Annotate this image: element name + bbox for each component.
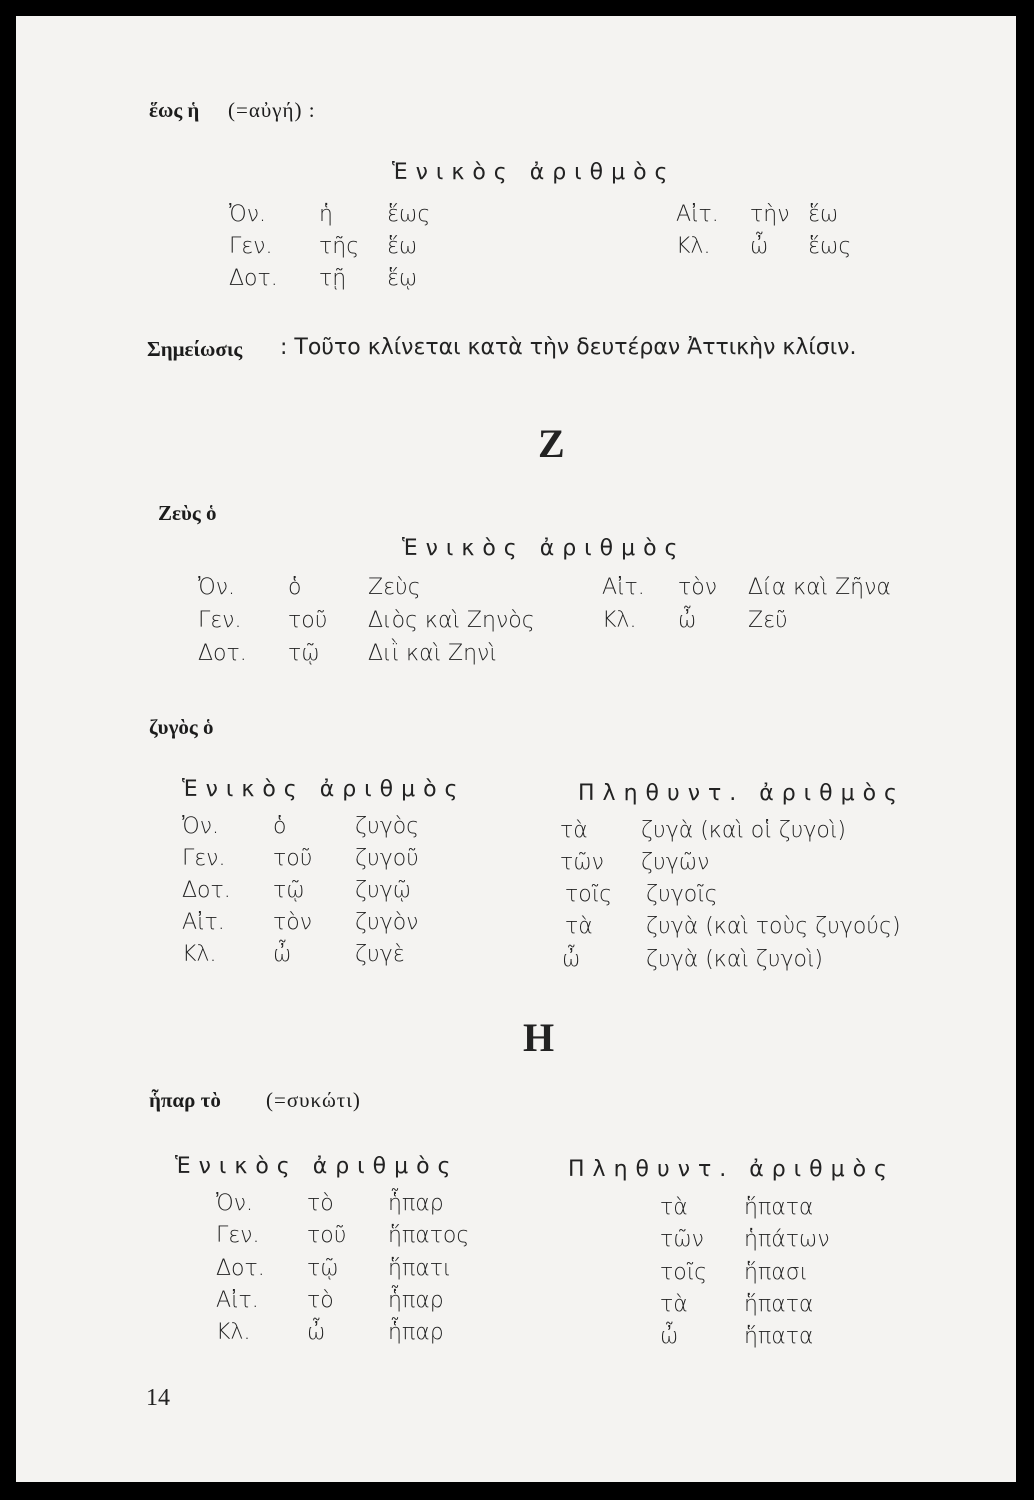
heading-zeus-singular: Ἑνικὸς ἀριθμὸς: [402, 536, 686, 561]
hepar-plural-form: ἥπατα: [744, 1292, 814, 1317]
zygos-plural-article: τῶν: [560, 850, 604, 875]
gloss-eos: (=αὐγή) :: [228, 98, 316, 122]
zygos-article: τῷ: [273, 878, 305, 903]
zygos-plural-article: τὰ: [560, 818, 588, 843]
zygos-article: ὁ: [273, 814, 287, 839]
eos-form: ἕως: [387, 202, 431, 227]
zygos-form: ζυγοῦ: [355, 846, 419, 871]
zygos-form: ζυγὲ: [355, 942, 405, 967]
heading-zygos-plural: Πληθυντ. ἀριθμὸς: [578, 781, 905, 806]
page-number: 14: [146, 1385, 170, 1411]
hepar-form: ἥπατος: [388, 1223, 470, 1248]
note-text: : Τοῦτο κλίνεται κατὰ τὴν δευτέραν Ἀττικὴν κλίσιν.: [280, 335, 857, 360]
hepar-case: Ὀν.: [216, 1191, 253, 1216]
document-page: [16, 16, 1016, 1482]
zygos-article: τοῦ: [273, 846, 313, 871]
zygos-plural-article: ὦ: [562, 947, 581, 972]
zygos-plural-form: ζυγὰ (καὶ ζυγοὶ): [646, 947, 823, 972]
hepar-plural-article: ὦ: [660, 1324, 679, 1349]
zygos-article: ὦ: [273, 942, 292, 967]
hepar-article: τοῦ: [307, 1223, 347, 1248]
hepar-article: τὸ: [307, 1191, 334, 1216]
zygos-case: Δοτ.: [182, 878, 231, 903]
hepar-plural-form: ἥπατα: [744, 1324, 814, 1349]
section-letter-z: Ζ: [538, 421, 565, 466]
hepar-article: τῷ: [307, 1256, 339, 1281]
zeus-form: Διῒ καὶ Ζηνὶ: [368, 641, 497, 666]
headword-zygos: ζυγὸς ὁ: [149, 715, 214, 739]
zygos-plural-form: ζυγῶν: [641, 850, 710, 875]
eos-form: ἕω: [387, 234, 418, 259]
heading-eos-singular: Ἑνικὸς ἀριθμὸς: [392, 160, 676, 185]
zygos-form: ζυγῷ: [355, 878, 412, 903]
zeus-case: Δοτ.: [198, 641, 247, 666]
zeus-form: Δία καὶ Ζῆνα: [748, 575, 891, 600]
zeus-form: Ζεὺς: [368, 575, 421, 600]
zeus-case: Αἰτ.: [602, 575, 645, 600]
eos-case: Αἰτ.: [676, 202, 719, 227]
hepar-plural-form: ἡπάτων: [744, 1227, 830, 1252]
hepar-case: Δοτ.: [216, 1256, 265, 1281]
headword-eos: ἕως ἡ: [149, 98, 200, 122]
zygos-case: Γεν.: [182, 846, 226, 871]
eos-form: ἕω: [808, 202, 839, 227]
hepar-case: Κλ.: [216, 1320, 251, 1345]
hepar-article: τὸ: [307, 1288, 334, 1313]
hepar-form: ἧπαρ: [388, 1191, 444, 1216]
hepar-plural-article: τοῖς: [660, 1260, 708, 1285]
zeus-case: Κλ.: [602, 608, 637, 633]
zeus-article: τὸν: [678, 575, 717, 600]
zygos-form: ζυγὸς: [355, 814, 420, 839]
hepar-plural-form: ἥπατα: [744, 1195, 814, 1220]
hepar-form: ἥπατι: [388, 1256, 452, 1281]
eos-form: ἕως: [808, 234, 852, 259]
eos-form: ἕῳ: [387, 266, 418, 291]
zygos-form: ζυγὸν: [355, 910, 419, 935]
eos-case: Γεν.: [229, 234, 273, 259]
heading-hepar-plural: Πληθυντ. ἀριθμὸς: [568, 1157, 895, 1182]
eos-article: τὴν: [750, 202, 790, 227]
zygos-article: τὸν: [273, 910, 312, 935]
zygos-plural-form: ζυγοῖς: [646, 882, 718, 907]
eos-article: τῆς: [319, 234, 360, 259]
zygos-plural-form: ζυγὰ (καὶ οἱ ζυγοὶ): [641, 818, 846, 843]
hepar-plural-form: ἥπασι: [744, 1260, 809, 1285]
zeus-article: τοῦ: [288, 608, 328, 633]
hepar-case: Γεν.: [216, 1223, 260, 1248]
zeus-article: τῷ: [288, 641, 320, 666]
zeus-form: Διὸς καὶ Ζηνὸς: [368, 608, 535, 633]
eos-case: Δοτ.: [229, 266, 278, 291]
hepar-plural-article: τῶν: [660, 1227, 704, 1252]
note-label: Σημείωσις: [147, 337, 243, 361]
zeus-case: Ὀν.: [198, 575, 235, 600]
eos-case: Ὀν.: [229, 202, 266, 227]
heading-hepar-singular: Ἑνικὸς ἀριθμὸς: [175, 1154, 459, 1179]
zygos-case: Αἰτ.: [182, 910, 225, 935]
zygos-plural-form: ζυγὰ (καὶ τοὺς ζυγούς): [646, 914, 901, 939]
zygos-plural-article: τοῖς: [565, 882, 613, 907]
hepar-plural-article: τὰ: [660, 1292, 688, 1317]
eos-case: Κλ.: [676, 234, 711, 259]
eos-article: ἡ: [319, 202, 333, 227]
gloss-hepar: (=συκώτι): [266, 1088, 361, 1112]
zygos-case: Ὀν.: [182, 814, 219, 839]
zeus-case: Γεν.: [198, 608, 242, 633]
zeus-article: ὦ: [678, 608, 697, 633]
hepar-form: ἧπαρ: [388, 1320, 444, 1345]
headword-hepar: ἧπαρ τὸ: [149, 1088, 221, 1112]
eos-article: τῇ: [319, 266, 347, 291]
eos-article: ὦ: [750, 234, 769, 259]
hepar-case: Αἰτ.: [216, 1288, 259, 1313]
heading-zygos-singular: Ἑνικὸς ἀριθμὸς: [182, 777, 466, 802]
headword-zeus: Ζεὺς ὁ: [158, 501, 217, 525]
section-letter-h: Η: [523, 1015, 555, 1060]
zygos-plural-article: τὰ: [565, 914, 593, 939]
hepar-plural-article: τὰ: [660, 1195, 688, 1220]
hepar-article: ὦ: [307, 1320, 326, 1345]
zeus-form: Ζεῦ: [748, 608, 788, 633]
zygos-case: Κλ.: [182, 942, 217, 967]
zeus-article: ὁ: [288, 575, 302, 600]
hepar-form: ἧπαρ: [388, 1288, 444, 1313]
